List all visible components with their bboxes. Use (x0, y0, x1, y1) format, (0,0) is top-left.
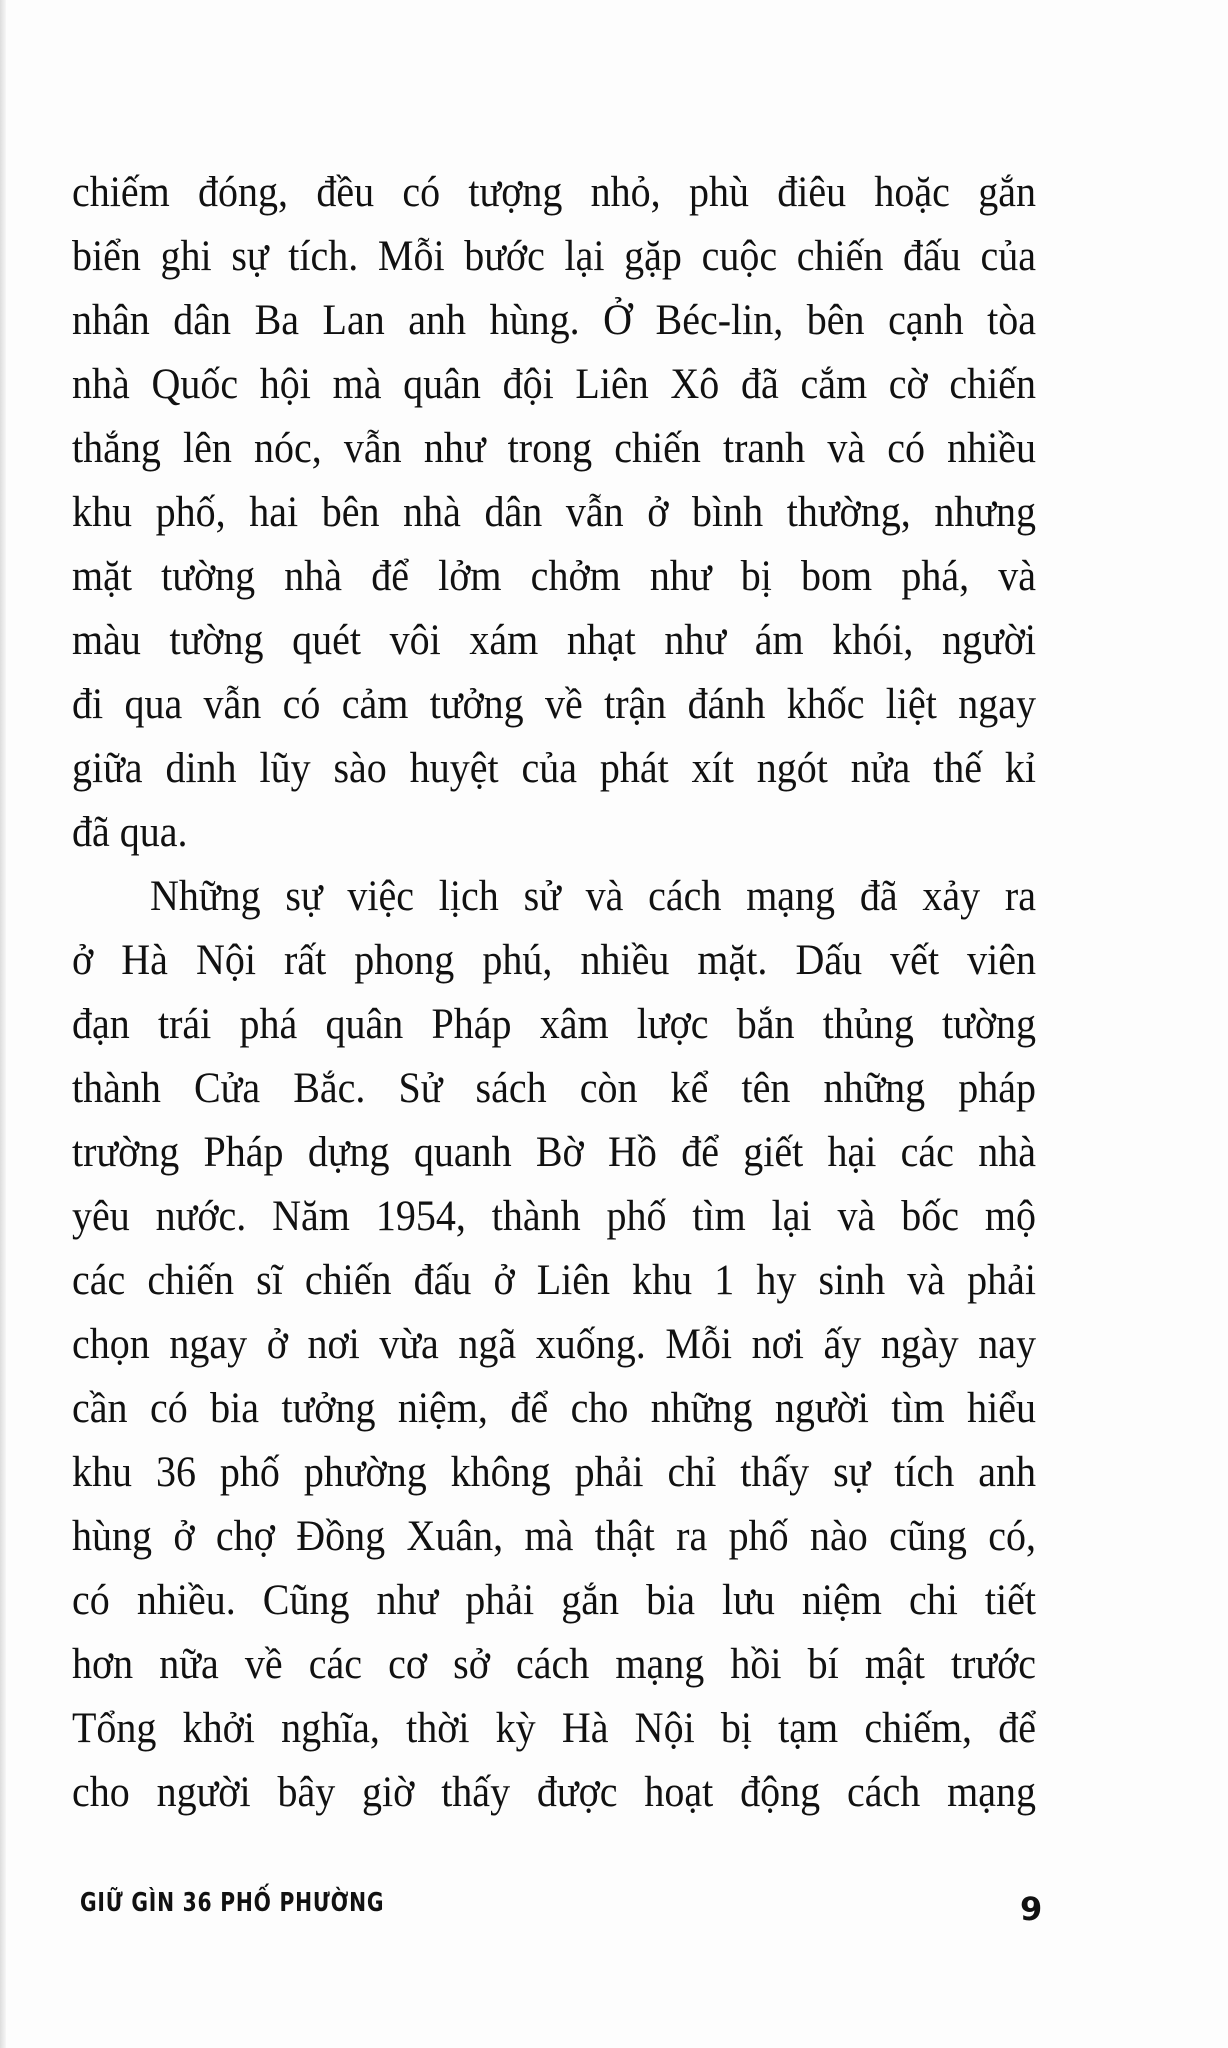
paragraph (72, 160, 1036, 864)
text-line: biển ghi sự tích. Mỗi bước lại gặp cuộc chiến đấu của (72, 231, 1036, 280)
page-number: 9 (1020, 1890, 1043, 1928)
text-line: ở Hà Nội rất phong phú, nhiều mặt. Dấu vết viên (72, 935, 1036, 984)
running-footer-title: GIỮ GÌN 36 PHỐ PHƯỜNG (80, 1888, 385, 1918)
text-line: cho người bây giờ thấy được hoạt động cách mạng (72, 1767, 1036, 1816)
text-line: thành Cửa Bắc. Sử sách còn kể tên những pháp (72, 1063, 1036, 1112)
text-line: mặt tường nhà để lởm chởm như bị bom phá, và (72, 551, 1036, 600)
body-text (72, 160, 1036, 1824)
text-line: đạn trái phá quân Pháp xâm lược bắn thủng tường (72, 999, 1036, 1048)
text-line: hùng ở chợ Đồng Xuân, mà thật ra phố nào cũng có, (72, 1511, 1036, 1560)
text-line: đi qua vẫn có cảm tưởng về trận đánh khốc liệt ngay (72, 679, 1036, 728)
text-line: giữa dinh lũy sào huyệt của phát xít ngót nửa thế kỉ (72, 743, 1036, 792)
page-edge (0, 0, 6, 2048)
text-line: Những sự việc lịch sử và cách mạng đã xảy ra (150, 871, 1036, 920)
text-line: khu phố, hai bên nhà dân vẫn ở bình thường, nhưng (72, 487, 1036, 536)
text-line: cần có bia tưởng niệm, để cho những người tìm hiểu (72, 1383, 1036, 1432)
text-line: khu 36 phố phường không phải chỉ thấy sự tích anh (72, 1447, 1036, 1496)
text-line: đã qua. (72, 807, 188, 856)
text-line: có nhiều. Cũng như phải gắn bia lưu niệm chi tiết (72, 1575, 1036, 1624)
paragraph (72, 864, 1036, 1824)
text-line: chiếm đóng, đều có tượng nhỏ, phù điêu hoặc gắn (72, 167, 1036, 216)
text-line: hơn nữa về các cơ sở cách mạng hồi bí mật trước (72, 1639, 1036, 1688)
text-line: các chiến sĩ chiến đấu ở Liên khu 1 hy sinh và phải (72, 1255, 1036, 1304)
text-line: màu tường quét vôi xám nhạt như ám khói, người (72, 615, 1036, 664)
text-line: Tổng khởi nghĩa, thời kỳ Hà Nội bị tạm chiếm, để (72, 1703, 1036, 1752)
text-line: chọn ngay ở nơi vừa ngã xuống. Mỗi nơi ấy ngày nay (72, 1319, 1036, 1368)
text-line: yêu nước. Năm 1954, thành phố tìm lại và bốc mộ (72, 1191, 1036, 1240)
text-line: nhà Quốc hội mà quân đội Liên Xô đã cắm cờ chiến (72, 359, 1036, 408)
text-line: trường Pháp dựng quanh Bờ Hồ để giết hại các nhà (72, 1127, 1036, 1176)
text-line: thắng lên nóc, vẫn như trong chiến tranh và có nhiều (72, 423, 1036, 472)
text-line: nhân dân Ba Lan anh hùng. Ở Béc-lin, bên cạnh tòa (72, 295, 1036, 344)
